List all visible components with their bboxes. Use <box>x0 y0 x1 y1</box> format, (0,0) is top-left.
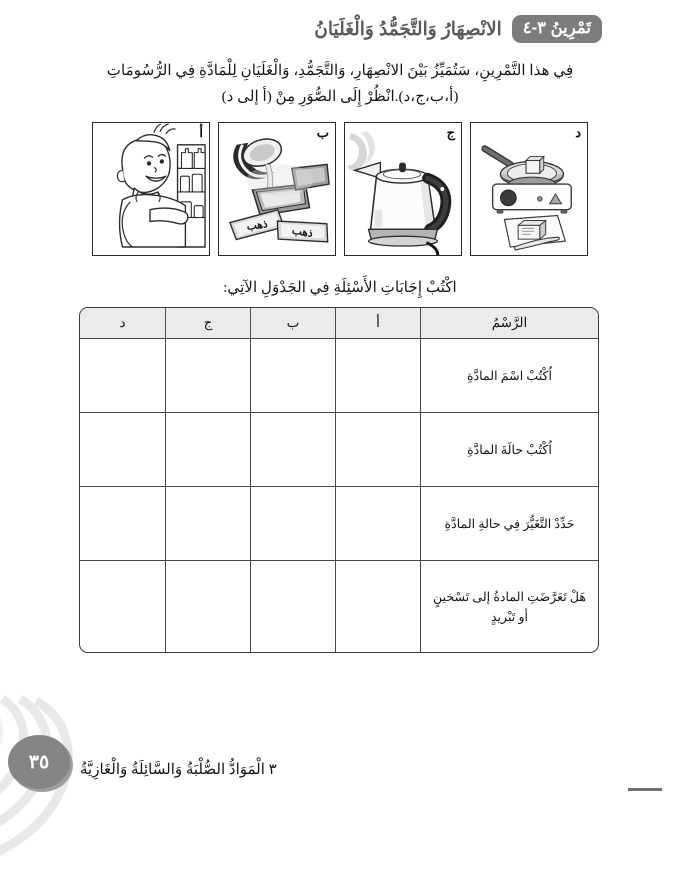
page-footer <box>0 733 680 797</box>
gold-label-2: ذهب <box>290 224 314 241</box>
melting-butter-hotplate-illustration <box>471 123 587 255</box>
table-instruction: اكْتُبْ إِجَابَاتِ الأَسْئِلَةِ فِي الجَدْوَلِ الآتِي: <box>223 279 457 297</box>
column-header-a: أ <box>335 308 420 338</box>
table-row <box>80 560 598 652</box>
answer-cell[interactable] <box>165 486 250 560</box>
answer-cell[interactable] <box>80 338 165 412</box>
figure-panel-j <box>344 122 462 256</box>
intro-paragraph <box>22 58 658 110</box>
answer-cell[interactable] <box>250 560 335 652</box>
gold-label-1: ذهب <box>245 218 269 234</box>
answer-cell[interactable] <box>80 486 165 560</box>
column-header-d: د <box>80 308 165 338</box>
child-at-refrigerator-illustration <box>93 123 209 255</box>
answer-cell[interactable] <box>165 560 250 652</box>
answer-cell[interactable] <box>335 486 420 560</box>
figure-label-b: ب <box>316 125 329 141</box>
table-row <box>80 338 598 412</box>
figure-strip <box>0 122 680 256</box>
footer-chapter-title: ٣ الْمَوَادُّ الصُّلْبَةُ وَالسَّائِلَةُ وَالْغَازِيَّةُ <box>80 762 277 778</box>
row-label-state-change: حَدِّدْ التَّغَيُّرَ فِي حالةِ المادَّةِ <box>420 486 598 560</box>
answer-cell[interactable] <box>250 338 335 412</box>
answer-cell[interactable] <box>250 412 335 486</box>
row-label-substance-state: اُكْتُبْ حالَةَ المادَّةِ <box>420 412 598 486</box>
answer-cell[interactable] <box>335 338 420 412</box>
answer-cell[interactable] <box>165 338 250 412</box>
footer-rule <box>628 788 662 791</box>
page-number-badge: ٣٥ <box>8 735 70 789</box>
page-title: الانْصِهَارُ وَالتَّجَمُّدُ وَالْغَلَيَانُ <box>314 18 502 39</box>
molten-gold-pouring-illustration <box>219 123 335 255</box>
intro-line-2: (أ،ب،ج،د).انْظُرْ إِلَى الصُّوَرِ مِنْ (أ إلى د) <box>221 88 459 106</box>
table-header-row <box>80 308 598 338</box>
answer-cell[interactable] <box>80 412 165 486</box>
figure-panel-b <box>218 122 336 256</box>
answer-table-wrapper <box>81 307 599 653</box>
intro-line-1: فِي هذا التَّمْرِينِ، سَتُمَيِّزُ بَيْنَ الانْصِهَارِ، وَالتَّجَمُّدِ، وَالْغَلَيَانِ لِلْمَادَّةِ فِي الرُّسُومَاتِ <box>106 62 574 79</box>
answer-cell[interactable] <box>335 560 420 652</box>
figure-panel-a <box>92 122 210 256</box>
column-header-drawing: الرَّسْمُ <box>420 308 598 338</box>
figure-label-d: د <box>575 125 581 141</box>
figure-panel-d <box>470 122 588 256</box>
page-header <box>0 0 680 48</box>
table-row <box>80 412 598 486</box>
boiling-kettle-illustration <box>345 123 461 255</box>
answer-cell[interactable] <box>165 412 250 486</box>
row-label-substance-name: اُكْتُبْ اسْمَ المادَّةِ <box>420 338 598 412</box>
column-header-b: ب <box>250 308 335 338</box>
row-label-heating-or-cooling: هَلْ تَعَرَّضَتِ المادةُ إلى تَسْخينٍ أو تَبْريدٍ <box>420 560 598 652</box>
figure-label-j: ج <box>446 125 455 141</box>
table-row <box>80 486 598 560</box>
answer-table-body <box>80 338 598 652</box>
answer-cell[interactable] <box>335 412 420 486</box>
exercise-number-badge: تَمْرِينُ ٣-٤ <box>512 15 602 44</box>
column-header-j: ج <box>165 308 250 338</box>
answer-cell[interactable] <box>250 486 335 560</box>
answer-table-head <box>80 308 598 338</box>
figure-label-a: أ <box>199 125 203 141</box>
answer-table <box>79 307 599 653</box>
answer-cell[interactable] <box>80 560 165 652</box>
